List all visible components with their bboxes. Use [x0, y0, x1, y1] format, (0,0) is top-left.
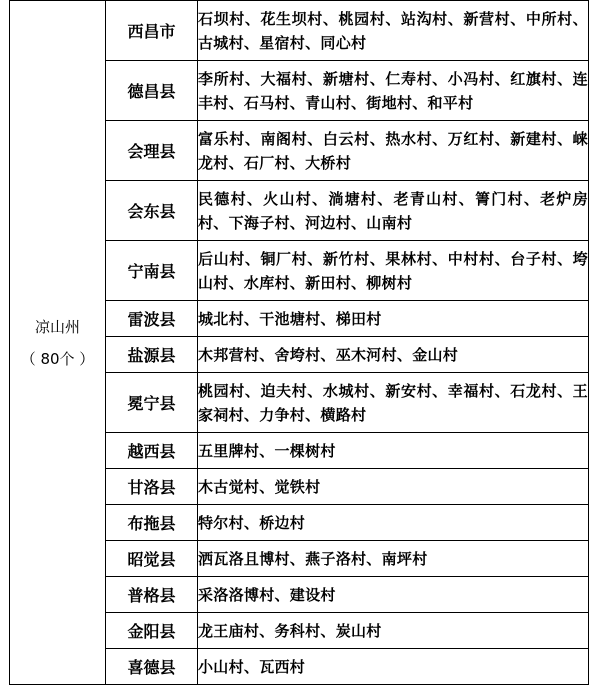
village-list: 洒瓦洛且博村、燕子洛村、南坪村 [198, 541, 589, 577]
village-list: 后山村、铜厂村、新竹村、果林村、中村村、台子村、垮山村、水库村、新田村、柳树村 [198, 241, 589, 301]
county-name: 普格县 [106, 577, 198, 613]
village-list: 民德村、火山村、淌塘村、老青山村、箐门村、老炉房村、下海子村、河边村、山南村 [198, 181, 589, 241]
county-name: 喜德县 [106, 649, 198, 685]
county-name: 冕宁县 [106, 373, 198, 433]
village-list: 城北村、干池塘村、梯田村 [198, 301, 589, 337]
prefecture-name: 凉山州 [34, 317, 80, 336]
village-list: 木古觉村、觉铁村 [198, 469, 589, 505]
table-row [10, 1, 589, 61]
village-list-table [9, 0, 589, 685]
village-list: 李所村、大福村、新塘村、仁寿村、小冯村、红旗村、连丰村、石马村、青山村、街地村、和平村 [198, 61, 589, 121]
county-name: 昭觉县 [106, 541, 198, 577]
county-name: 盐源县 [106, 337, 198, 373]
county-name: 雷波县 [106, 301, 198, 337]
county-name: 西昌市 [106, 1, 198, 61]
village-list: 特尔村、桥边村 [198, 505, 589, 541]
village-list: 石坝村、花生坝村、桃园村、站沟村、新营村、中所村、古城村、星宿村、同心村 [198, 1, 589, 61]
county-name: 布拖县 [106, 505, 198, 541]
county-name: 金阳县 [106, 613, 198, 649]
county-name: 越西县 [106, 433, 198, 469]
county-name: 宁南县 [106, 241, 198, 301]
village-list: 桃园村、迫夫村、水城村、新安村、幸福村、石龙村、王家祠村、力争村、横路村 [198, 373, 589, 433]
village-list: 龙王庙村、务科村、炭山村 [198, 613, 589, 649]
county-name: 会理县 [106, 121, 198, 181]
prefecture-cell [10, 1, 106, 685]
county-name: 甘洛县 [106, 469, 198, 505]
village-list: 富乐村、南阁村、白云村、热水村、万红村、新建村、崃龙村、石厂村、大桥村 [198, 121, 589, 181]
village-list: 小山村、瓦西村 [198, 649, 589, 685]
village-list: 五里牌村、一棵树村 [198, 433, 589, 469]
village-list: 采洛洛博村、建设村 [198, 577, 589, 613]
prefecture-village-count: （ 80个 ） [20, 349, 95, 368]
county-name: 德昌县 [106, 61, 198, 121]
village-list: 木邦营村、舍垮村、巫木河村、金山村 [198, 337, 589, 373]
county-name: 会东县 [106, 181, 198, 241]
